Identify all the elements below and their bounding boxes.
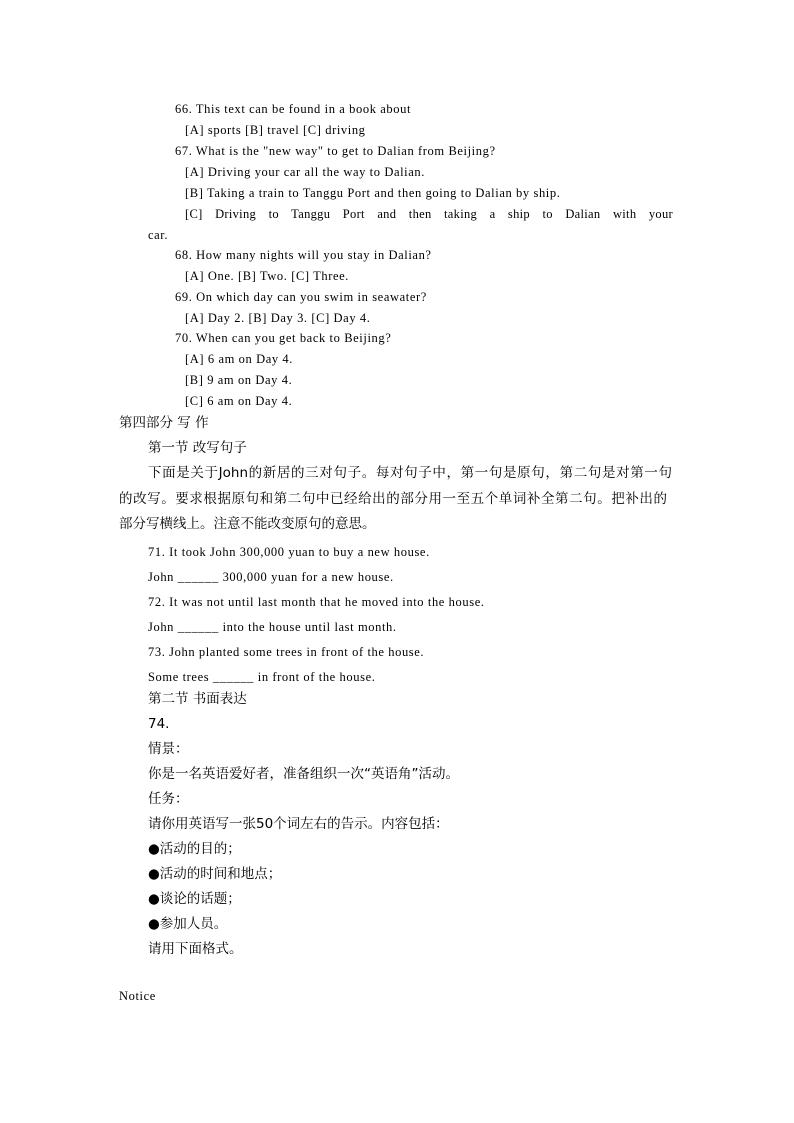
question-71-original: 71. It took John 300,000 yuan to buy a new house.	[148, 545, 430, 559]
question-67-option-b: [B] Taking a train to Tanggu Port and then going to Dalian by ship.	[185, 186, 561, 200]
question-69-options: [A] Day 2. [B] Day 3. [C] Day 4.	[185, 311, 371, 325]
question-67-option-a: [A] Driving your car all the way to Dalian.	[185, 165, 425, 179]
question-70-option-a: [A] 6 am on Day 4.	[185, 352, 293, 366]
task-bullet: ●参加人员。	[148, 916, 228, 932]
task-bullet: ●谈论的话题；	[148, 891, 241, 907]
question-72-original: 72. It was not until last month that he moved into the house.	[148, 595, 485, 609]
situation-label: 情景：	[148, 741, 189, 757]
question-68-options: [A] One. [B] Two. [C] Three.	[185, 269, 350, 283]
question-73-original: 73. John planted some trees in front of the house.	[148, 645, 425, 659]
section1-instructions-line3: 部分写横线上。注意不能改变原句的意思。	[119, 516, 376, 532]
question-69: 69. On which day can you swim in seawater?	[175, 290, 427, 304]
situation-text: 你是一名英语爱好者，准备组织一次“英语角”活动。	[148, 766, 459, 782]
task-bullet: ●活动的时间和地点；	[148, 866, 282, 882]
task-text: 请你用英语写一张50个词左右的告示。内容包括：	[148, 816, 449, 832]
notice-label: Notice	[119, 989, 156, 1003]
question-67-option-c: [C] Driving to Tanggu Port and then taking a ship to Dalian with your	[185, 207, 673, 221]
task-label: 任务：	[148, 791, 189, 807]
question-71-rewrite: John ______ 300,000 yuan for a new house.	[148, 570, 394, 584]
section1-instructions-line1: 下面是关于John的新居的三对句子。每对句子中，第一句是原句，第二句是对第一句	[148, 465, 672, 481]
question-72-rewrite: John ______ into the house until last month.	[148, 620, 397, 634]
question-73-rewrite: Some trees ______ in front of the house.	[148, 670, 376, 684]
section1-title: 第一节 改写句子	[148, 440, 247, 456]
question-66-options: [A] sports [B] travel [C] driving	[185, 123, 366, 137]
question-70-option-c: [C] 6 am on Day 4.	[185, 394, 293, 408]
question-67-option-c-cont: car.	[148, 228, 169, 242]
format-instruction: 请用下面格式。	[148, 941, 243, 957]
question-74-number: 74.	[148, 716, 170, 732]
task-bullet: ●活动的目的；	[148, 841, 241, 857]
part-title: 第四部分 写 作	[119, 415, 209, 431]
question-66: 66. This text can be found in a book about	[175, 102, 412, 116]
section1-instructions-line2: 的改写。要求根据原句和第二句中已经给出的部分用一至五个单词补全第二句。把补出的	[119, 491, 667, 507]
question-68: 68. How many nights will you stay in Dalian?	[175, 248, 432, 262]
question-67: 67. What is the "new way" to get to Dalian from Beijing?	[175, 144, 496, 158]
question-70-option-b: [B] 9 am on Day 4.	[185, 373, 293, 387]
question-70: 70. When can you get back to Beijing?	[175, 331, 392, 345]
section2-title: 第二节 书面表达	[148, 691, 247, 707]
